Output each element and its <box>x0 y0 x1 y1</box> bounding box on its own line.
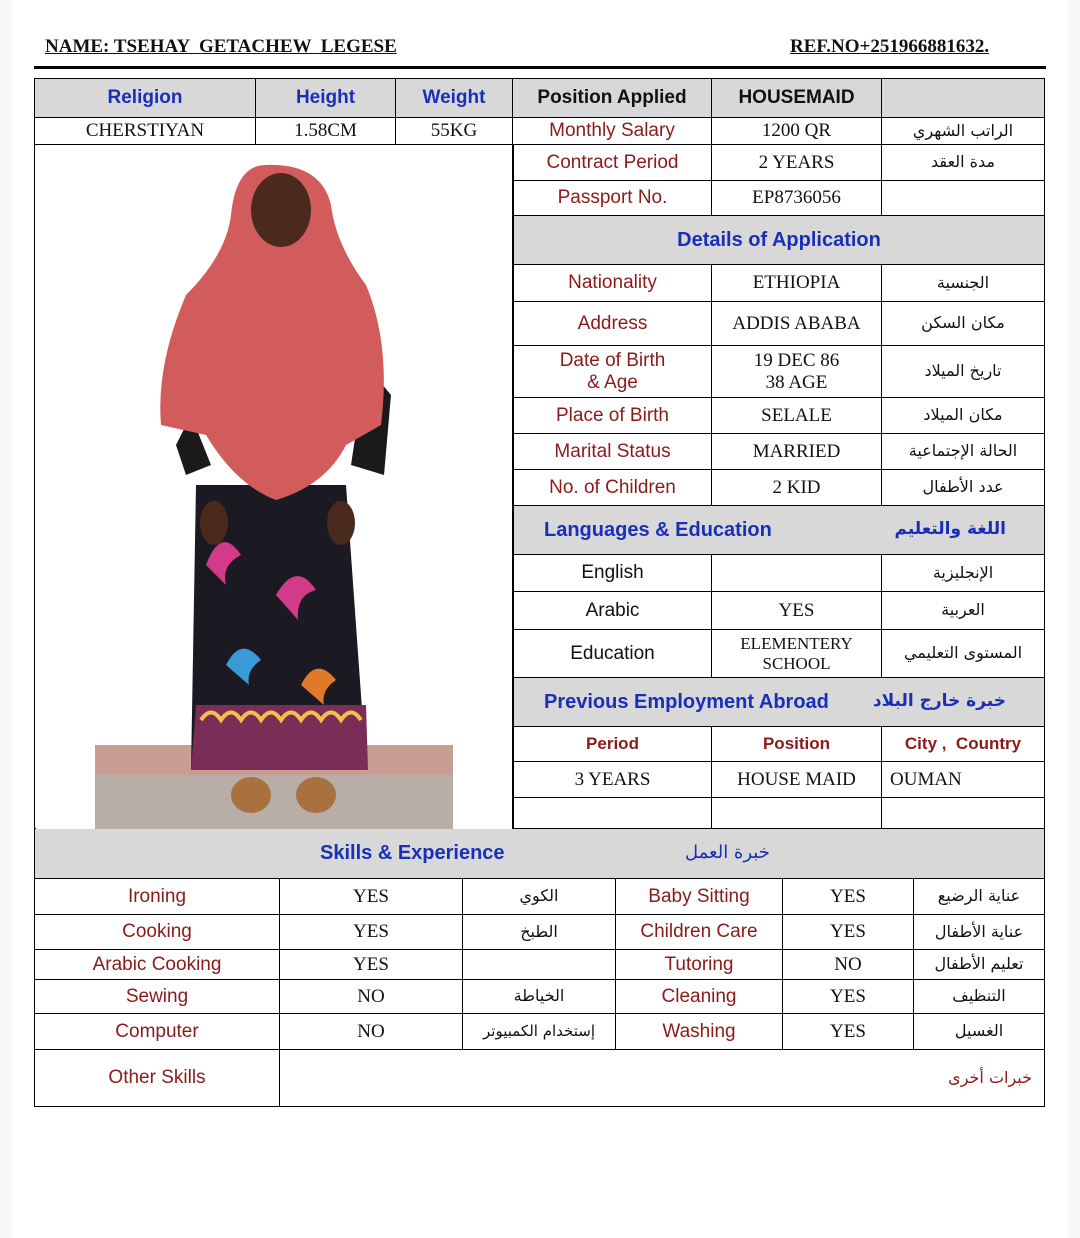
dob-arabic: تاريخ الميلاد <box>882 346 1045 398</box>
skill-computer-label: Computer <box>34 1014 280 1050</box>
skill-sewing-label: Sewing <box>34 980 280 1014</box>
dob-label-line2: & Age <box>587 371 638 393</box>
education-line2: SCHOOL <box>762 653 831 673</box>
skill-ironing-arabic: الكوي <box>463 879 616 915</box>
dob-label-line1: Date of Birth <box>559 349 666 371</box>
employment-title-en: Previous Employment Abroad <box>544 690 829 713</box>
contract-arabic: مدة العقد <box>882 145 1045 181</box>
employment-title-ar: خبرة خارج البلاد <box>872 691 1006 712</box>
employment-empty-country <box>882 798 1045 829</box>
education-line1: ELEMENTERY <box>740 633 853 653</box>
skill-childcare-value: YES <box>783 915 914 950</box>
other-skills-label: Other Skills <box>34 1050 280 1107</box>
skill-washing-label: Washing <box>616 1014 783 1050</box>
salary-arabic: الراتب الشهري <box>882 118 1045 145</box>
address-arabic: مكان السكن <box>882 302 1045 346</box>
weight-value: 55KG <box>396 118 513 145</box>
skill-computer-value: NO <box>280 1014 463 1050</box>
languages-title-en: Languages & Education <box>544 518 772 541</box>
address-value: ADDIS ABABA <box>712 302 882 346</box>
skill-arabic-cooking-value: YES <box>280 950 463 980</box>
employment-country: OUMAN <box>882 762 1045 798</box>
skill-arabic-cooking-arabic <box>463 950 616 980</box>
education-arabic: المستوى التعليمي <box>882 630 1045 678</box>
skill-washing-arabic: الغسيل <box>914 1014 1045 1050</box>
birthplace-value: SELALE <box>712 398 882 434</box>
nationality-value: ETHIOPIA <box>712 265 882 302</box>
candidate-photo <box>36 145 512 829</box>
education-value <box>712 630 882 678</box>
position-applied-value: HOUSEMAID <box>712 78 882 118</box>
skill-childcare-label: Children Care <box>616 915 783 950</box>
contract-label: Contract Period <box>513 145 712 181</box>
english-label: English <box>513 555 712 592</box>
employment-col-position: Position <box>712 727 882 762</box>
skill-tutoring-label: Tutoring <box>616 950 783 980</box>
passport-value: EP8736056 <box>712 181 882 216</box>
passport-arabic <box>882 181 1045 216</box>
birthplace-arabic: مكان الميلاد <box>882 398 1045 434</box>
other-skills-arabic: خبرات أخرى <box>948 1067 1032 1087</box>
skill-tutoring-arabic: تعليم الأطفال <box>914 950 1045 980</box>
skills-section-title <box>34 829 1045 879</box>
skill-cooking-label: Cooking <box>34 915 280 950</box>
skill-cleaning-arabic: التنظيف <box>914 980 1045 1014</box>
skill-sewing-arabic: الخياطة <box>463 980 616 1014</box>
employment-section-title <box>513 678 1045 727</box>
skill-babysitting-label: Baby Sitting <box>616 879 783 915</box>
skill-ironing-value: YES <box>280 879 463 915</box>
languages-title-ar: اللغة والتعليم <box>894 519 1006 540</box>
skill-arabic-cooking-label: Arabic Cooking <box>34 950 280 980</box>
salary-value: 1200 QR <box>712 118 882 145</box>
marital-value: MARRIED <box>712 434 882 470</box>
employment-period: 3 YEARS <box>513 762 712 798</box>
children-value: 2 KID <box>712 470 882 506</box>
contract-value: 2 YEARS <box>712 145 882 181</box>
skill-cleaning-label: Cleaning <box>616 980 783 1014</box>
height-label: Height <box>256 78 396 118</box>
skill-babysitting-value: YES <box>783 879 914 915</box>
address-label: Address <box>513 302 712 346</box>
skill-cooking-value: YES <box>280 915 463 950</box>
skill-babysitting-arabic: عناية الرضيع <box>914 879 1045 915</box>
employment-position: HOUSE MAID <box>712 762 882 798</box>
arabic-arabic: العربية <box>882 592 1045 630</box>
skills-title-en: Skills & Experience <box>320 842 505 864</box>
education-label: Education <box>513 630 712 678</box>
other-skills-value <box>280 1050 1045 1107</box>
weight-label: Weight <box>396 78 513 118</box>
english-value <box>712 555 882 592</box>
skills-title-ar: خبرة العمل <box>685 842 770 864</box>
position-applied-arabic <box>882 78 1045 118</box>
children-label: No. of Children <box>513 470 712 506</box>
languages-section-title <box>513 506 1045 555</box>
employment-empty-position <box>712 798 882 829</box>
children-arabic: عدد الأطفال <box>882 470 1045 506</box>
passport-label: Passport No. <box>513 181 712 216</box>
skill-tutoring-value: NO <box>783 950 914 980</box>
person-photo-illustration <box>36 145 512 829</box>
arabic-label: Arabic <box>513 592 712 630</box>
dob-value <box>712 346 882 398</box>
nationality-arabic: الجنسية <box>882 265 1045 302</box>
employment-empty-period <box>513 798 712 829</box>
skill-sewing-value: NO <box>280 980 463 1014</box>
skill-washing-value: YES <box>783 1014 914 1050</box>
skill-cleaning-value: YES <box>783 980 914 1014</box>
marital-label: Marital Status <box>513 434 712 470</box>
marital-arabic: الحالة الإجتماعية <box>882 434 1045 470</box>
religion-label: Religion <box>34 78 256 118</box>
employment-col-period: Period <box>513 727 712 762</box>
birthplace-label: Place of Birth <box>513 398 712 434</box>
skill-childcare-arabic: عناية الأطفال <box>914 915 1045 950</box>
details-section-title: Details of Application <box>513 216 1045 265</box>
dob-label <box>513 346 712 398</box>
dob-date: 19 DEC 86 <box>753 349 840 371</box>
salary-label: Monthly Salary <box>513 118 712 145</box>
reference-number: REF.NO+251966881632. <box>790 36 990 57</box>
height-value: 1.58CM <box>256 118 396 145</box>
skill-cooking-arabic: الطبخ <box>463 915 616 950</box>
position-applied-label: Position Applied <box>513 78 712 118</box>
english-arabic: الإنجليزية <box>882 555 1045 592</box>
candidate-name: NAME: TSEHAY GETACHEW LEGESE <box>45 36 397 57</box>
header-rule <box>34 66 1046 69</box>
dob-age: 38 AGE <box>765 371 828 393</box>
religion-value: CHERSTIYAN <box>34 118 256 145</box>
skill-ironing-label: Ironing <box>34 879 280 915</box>
employment-col-city: City , Country <box>882 727 1045 762</box>
arabic-value: YES <box>712 592 882 630</box>
nationality-label: Nationality <box>513 265 712 302</box>
skill-computer-arabic: إستخدام الكمبيوتر <box>463 1014 616 1050</box>
